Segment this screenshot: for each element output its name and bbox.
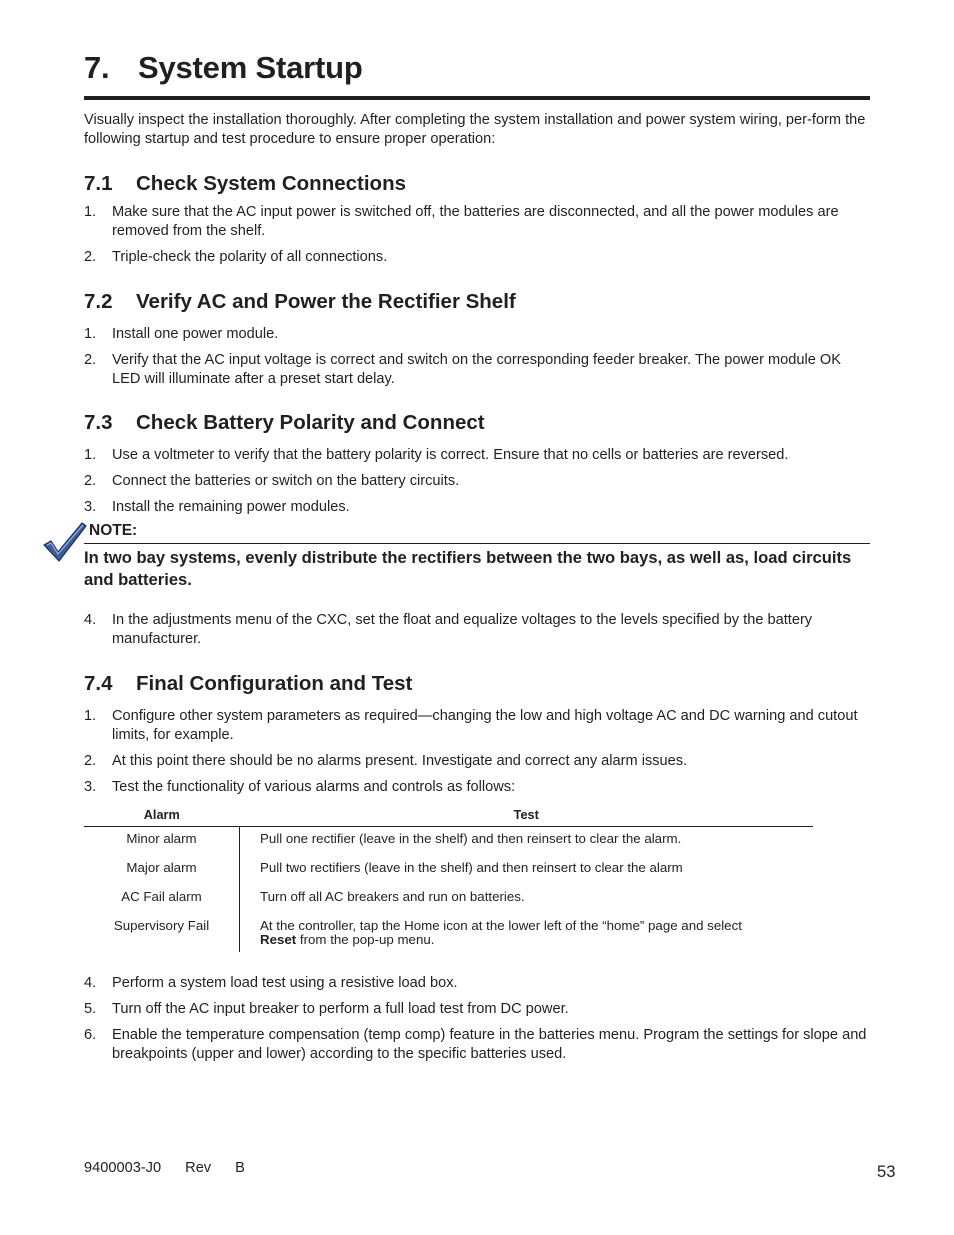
section-heading-7-3 (84, 411, 485, 435)
test-cell: Pull two rectifiers (leave in the shelf) and then reinsert to clear the alarm (260, 860, 683, 875)
list-item (84, 248, 870, 267)
page-title (84, 50, 363, 86)
chapter-title: System Startup (138, 50, 363, 85)
list-item (84, 325, 870, 344)
list-item (84, 778, 870, 797)
chapter-number: 7. (84, 50, 110, 85)
section-title: Verify AC and Power the Rectifier Shelf (136, 290, 516, 313)
step-text: At this point there should be no alarms present. Investigate and correct any alarm issues. (112, 753, 688, 769)
step-number: 6. (84, 1027, 97, 1043)
table-row (84, 827, 813, 857)
title-rule (84, 96, 870, 100)
step-number: 3. (84, 779, 97, 795)
section-title: Final Configuration and Test (136, 672, 413, 695)
step-text: Enable the temperature compensation (temp comp) feature in the batteries menu. Program the settings for slope and breakpoints (upper and lower) according to the specific batteries used. (112, 1027, 867, 1062)
step-number: 2. (84, 352, 97, 368)
alarm-test-table (84, 807, 813, 952)
section-number: 7.4 (84, 672, 113, 695)
step-text: Install one power module. (112, 326, 279, 342)
steps-list-7-3 (84, 446, 870, 524)
note-label: NOTE: (89, 522, 138, 539)
step-number: 5. (84, 1001, 97, 1017)
step-text: Test the functionality of various alarms and controls as follows: (112, 779, 516, 795)
list-item (84, 611, 870, 649)
list-item (84, 203, 870, 241)
alarm-cell: Supervisory Fail (84, 914, 240, 952)
table-row (84, 856, 813, 885)
steps-list-7-4 (84, 707, 870, 804)
test-cell: Pull one rectifier (leave in the shelf) and then reinsert to clear the alarm. (260, 831, 682, 846)
step-text: Use a voltmeter to verify that the battery polarity is correct. Ensure that no cells or batteries are reversed. (112, 447, 789, 463)
steps-list-7-1 (84, 203, 870, 274)
table-row (84, 885, 813, 914)
alarm-cell: Major alarm (84, 856, 240, 885)
page-number: 53 (877, 1162, 896, 1181)
list-item (84, 1000, 870, 1019)
list-item (84, 752, 870, 771)
step-number: 4. (84, 975, 97, 991)
list-item (84, 1026, 870, 1064)
test-cell: Turn off all AC breakers and run on batteries. (260, 889, 525, 904)
alarm-cell: Minor alarm (84, 827, 240, 857)
intro-paragraph: Visually inspect the installation thoroughly. After completing the system installation and power system wiring, per-form the following startup and test procedure to ensure proper operation: (84, 112, 866, 147)
section-heading-7-4 (84, 672, 412, 696)
step-number: 4. (84, 612, 97, 628)
step-text: Install the remaining power modules. (112, 499, 350, 515)
list-item (84, 446, 870, 465)
step-number: 2. (84, 753, 97, 769)
section-heading-7-1 (84, 172, 406, 196)
step-number: 1. (84, 708, 97, 724)
section-number: 7.2 (84, 290, 113, 313)
step-number: 1. (84, 326, 97, 342)
column-header-test: Test (240, 807, 814, 827)
checkmark-icon (42, 521, 88, 563)
table-row (84, 914, 813, 952)
section-number: 7.1 (84, 172, 113, 195)
step-number: 1. (84, 447, 97, 463)
column-header-alarm: Alarm (84, 807, 240, 827)
step-number: 2. (84, 249, 97, 265)
list-item (84, 472, 870, 491)
list-item (84, 707, 870, 745)
step-text: Triple-check the polarity of all connections. (112, 249, 388, 265)
steps-list-7-2 (84, 325, 870, 396)
reset-label: Reset (260, 932, 297, 947)
step-text: Perform a system load test using a resistive load box. (112, 975, 458, 991)
steps-list-7-4-continued (84, 974, 870, 1071)
alarm-cell: AC Fail alarm (84, 885, 240, 914)
test-cell (240, 914, 814, 952)
list-item (84, 498, 870, 517)
list-item (84, 974, 870, 993)
section-title: Check Battery Polarity and Connect (136, 411, 485, 434)
document-number: 9400003-J0 (84, 1160, 162, 1176)
step-text: Turn off the AC input breaker to perform a full load test from DC power. (112, 1001, 569, 1017)
step-text: Connect the batteries or switch on the battery circuits. (112, 473, 460, 489)
revision-label: Rev B (185, 1160, 245, 1176)
section-heading-7-2 (84, 290, 516, 314)
step-text: Make sure that the AC input power is switched off, the batteries are disconnected, and all the power modules are removed from the shelf. (112, 204, 839, 239)
list-item (84, 351, 870, 389)
step-number: 2. (84, 473, 97, 489)
step-text: In the adjustments menu of the CXC, set the float and equalize voltages to the levels specified by the battery manufacturer. (112, 612, 813, 647)
steps-list-7-3-continued (84, 611, 870, 656)
step-number: 3. (84, 499, 97, 515)
section-number: 7.3 (84, 411, 113, 434)
note-text: In two bay systems, evenly distribute the rectifiers between the two bays, as well as, load circuits and batteries. (84, 548, 852, 589)
test-text: At the controller, tap the Home icon at the lower left of the “home” page and select (260, 918, 742, 933)
footer-document-id (84, 1160, 245, 1176)
step-text: Verify that the AC input voltage is correct and switch on the corresponding feeder breaker. The power module OK LED will illuminate after a preset start delay. (112, 352, 842, 387)
table-header-row (84, 807, 813, 827)
step-number: 1. (84, 204, 97, 220)
section-title: Check System Connections (136, 172, 406, 195)
test-text: from the pop-up menu. (296, 932, 435, 947)
note-rule (84, 543, 870, 544)
step-text: Configure other system parameters as required—changing the low and high voltage AC and DC warning and cutout limits, for example. (112, 708, 858, 743)
